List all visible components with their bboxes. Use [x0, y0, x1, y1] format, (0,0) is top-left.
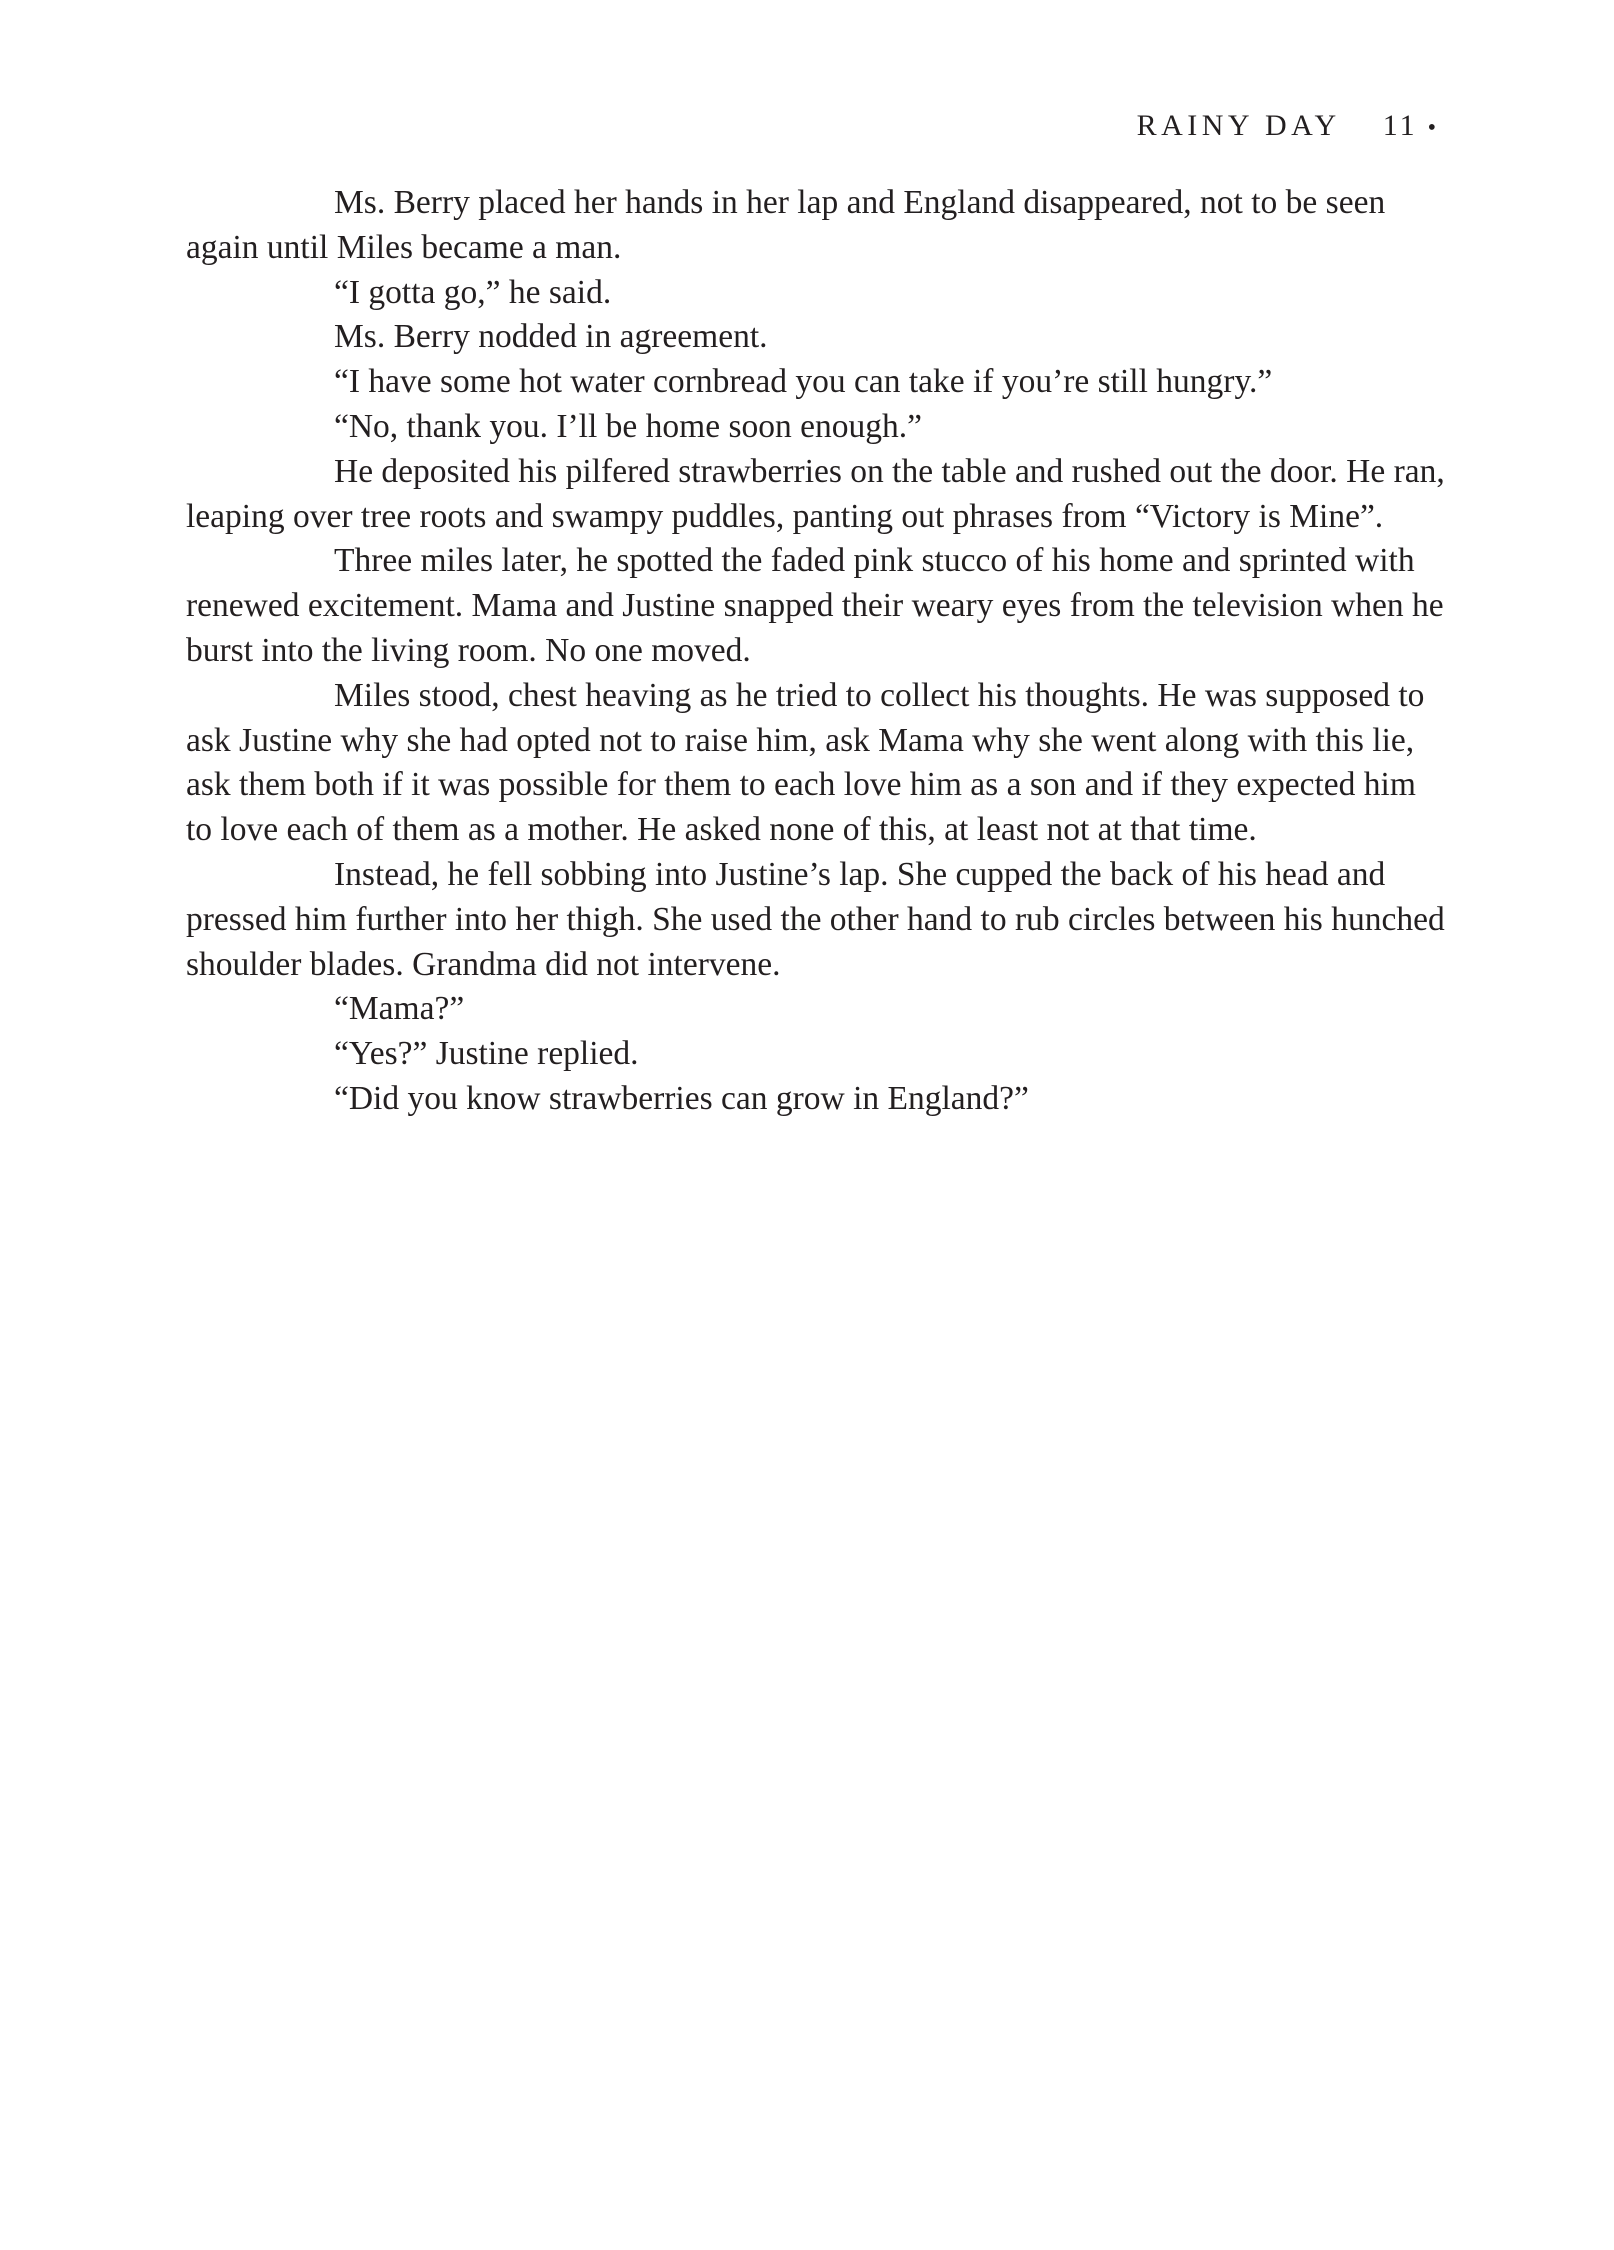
paragraph: “Yes?” Justine replied. — [334, 1035, 639, 1073]
paragraph: He deposited his pilfered strawberries on the table and rushed out the door. He ran, leaping over tree roots and swampy puddles, panting out phrases from “Victory is Mine”. — [186, 452, 1445, 535]
paragraph: “Mama?” — [334, 990, 465, 1028]
page-number: 11 — [1382, 109, 1418, 142]
paragraph: “Did you know strawberries can grow in England?” — [334, 1079, 1029, 1117]
paragraph: Ms. Berry nodded in agreement. — [334, 318, 768, 356]
paragraph: Instead, he fell sobbing into Justine’s lap. She cupped the back of his head and pressed him further into her thigh. She used the other hand to rub circles between his hunched shoulder blades. Grandma did not intervene. — [186, 855, 1445, 983]
paragraph: Miles stood, chest heaving as he tried to collect his thoughts. He was supposed to ask Justine why she had opted not to raise him, ask Mama why she went along with this lie, ask them both if it was possible for them to each love him as a son and if they expected him to love each of them as a mother. He asked none of this, at least not at that time. — [186, 676, 1425, 849]
paragraph: “No, thank you. I’ll be home soon enough.” — [334, 407, 922, 445]
paragraph: “I have some hot water cornbread you can take if you’re still hungry.” — [334, 363, 1273, 401]
paragraph: Three miles later, he spotted the faded pink stucco of his home and sprinted with renewed excitement. Mama and Justine snapped their weary eyes from the television when he burst into the living room. No one moved. — [186, 542, 1444, 669]
bullet-icon: • — [1427, 115, 1436, 141]
paragraph: “I gotta go,” he said. — [334, 273, 612, 311]
body-text — [186, 181, 1446, 1122]
running-title: RAINY DAY — [1136, 109, 1341, 142]
running-head — [1137, 104, 1436, 150]
paragraph: Ms. Berry placed her hands in her lap and England disappeared, not to be seen again until Miles became a man. — [186, 184, 1386, 266]
